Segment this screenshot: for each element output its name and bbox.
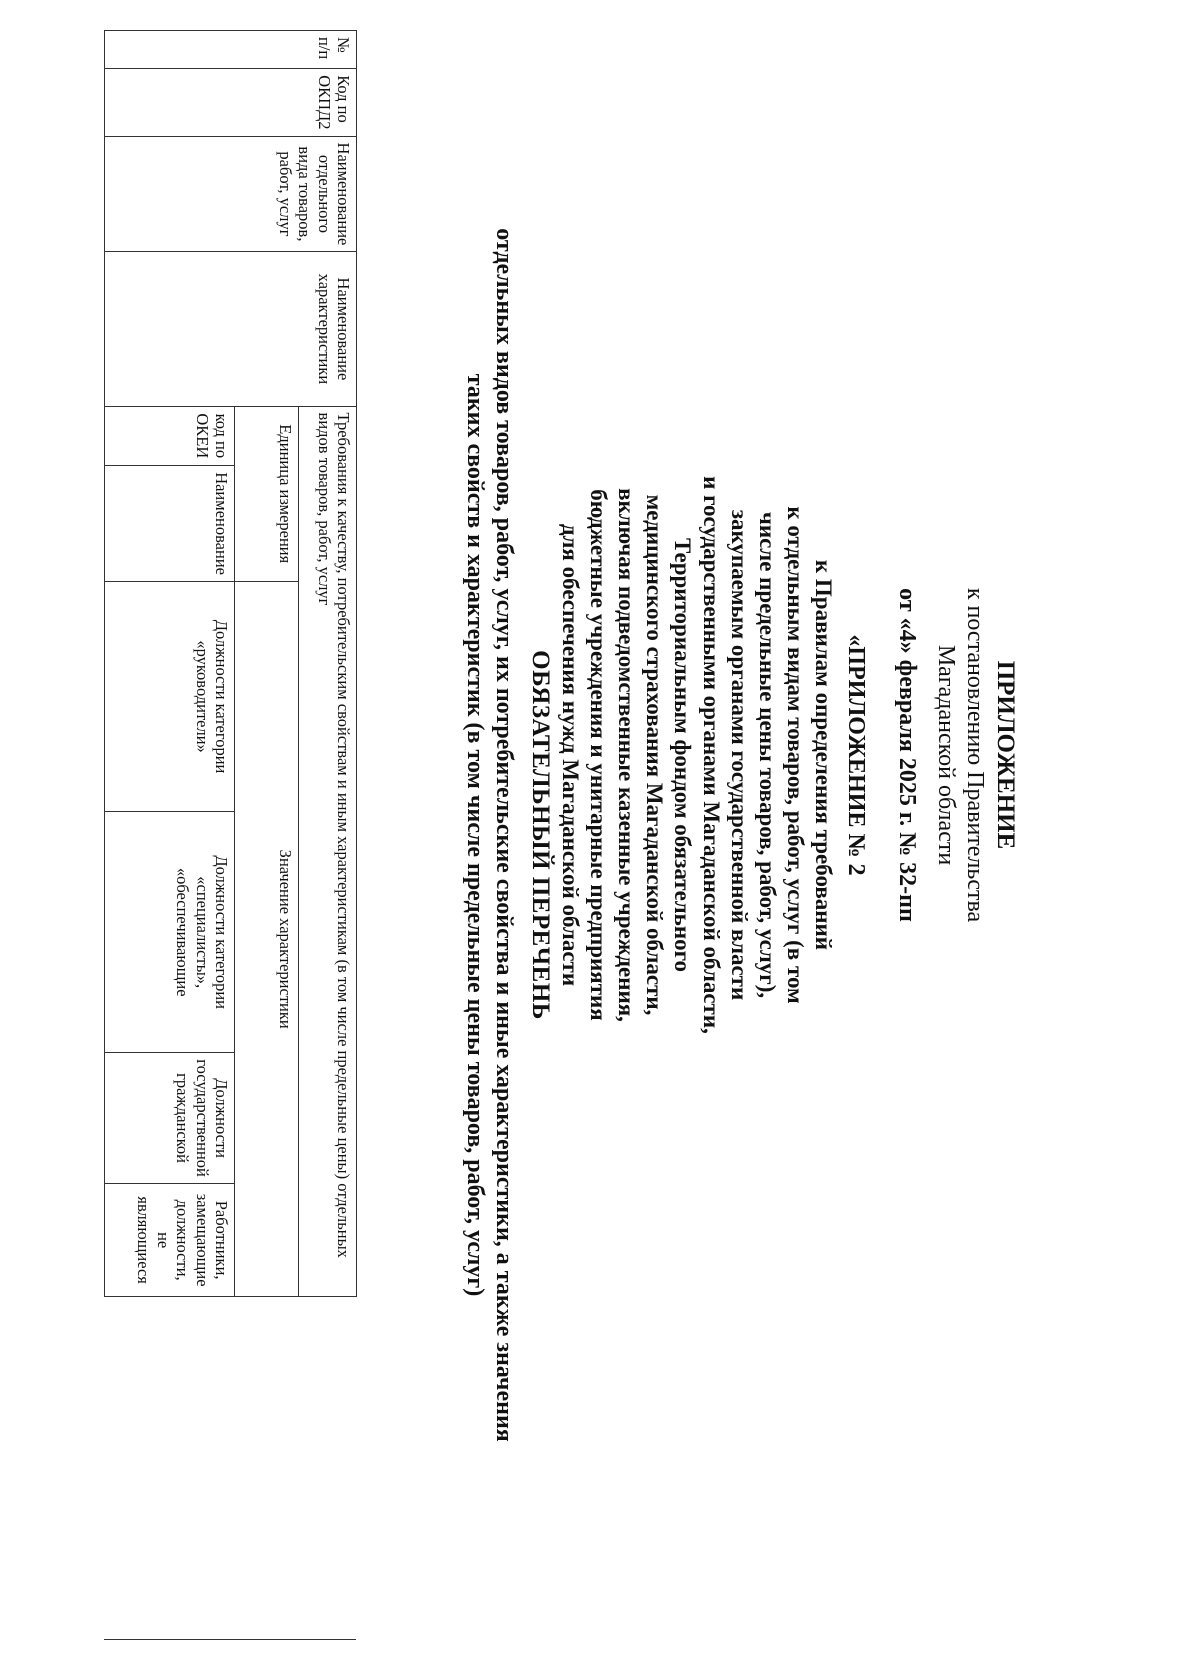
header-okpd: Код по ОКПД2 — [105, 69, 357, 136]
rules-line: медицинского страхования Магаданской области, — [642, 494, 668, 1016]
appendix-line-1: к постановлению Правительства — [962, 587, 989, 923]
list-subtitle-2: таких свойств и характеристик (в том числе предельные цены товаров, работ, услуг) — [462, 373, 489, 1297]
appendix-date-line: от «4» февраля 2025 г. № 32-пп — [893, 588, 920, 922]
appendix-line-2: Магаданской области — [933, 644, 960, 866]
table-gap — [299, 1297, 357, 1640]
rules-line: к отдельным видам товаров, работ, услуг (в том — [782, 506, 808, 1004]
rules-line: числе предельные цены товаров, работ, услуг), — [754, 511, 780, 999]
rules-line: Территориальным фондом обязательного — [670, 538, 696, 972]
rules-line: включая подведомственные казенные учреждения, — [614, 488, 640, 1022]
header-requirements: Требования к качеству, потребительским свойствам и иным характеристикам (в том числе предельные цены) отдельных видов товаров, работ, услуг — [299, 406, 357, 1297]
header-unit: Единица измерения — [235, 406, 299, 581]
rules-appendix-header — [556, 180, 870, 1330]
list-title: ОБЯЗАТЕЛЬНЫЙ ПЕРЕЧЕНЬ — [527, 650, 554, 1020]
header-okei: код по ОКЕИ — [105, 406, 235, 466]
header-char-name: Наименование характеристики — [105, 252, 357, 406]
list-subtitle-1: отдельных видов товаров, работ, услуг, их потребительские свойства и иные характеристики, а также значения — [491, 228, 518, 1442]
header-num: № п/п — [105, 31, 357, 69]
rules-line: к Правилам определения требований — [810, 559, 836, 951]
rules-line: бюджетные учреждения и унитарные предприятия — [586, 489, 612, 1021]
requirements-table — [104, 30, 357, 1640]
rules-appendix-title: «ПРИЛОЖЕНИЕ № 2 — [843, 634, 869, 876]
header-cat-workers: Работники, замещающие должности, не являющиеся — [105, 1183, 235, 1297]
header-unit-name: Наименование — [105, 466, 235, 582]
list-heading — [460, 160, 555, 1510]
header-cat-specialists: Должности категории «специалисты», «обеспечивающие — [105, 812, 235, 1053]
rules-line: и государственными органами Магаданской области, — [698, 476, 724, 1034]
header-cat-civil: Должности государственной гражданской — [105, 1053, 235, 1184]
appendix-title: ПРИЛОЖЕНИЕ — [992, 660, 1019, 850]
table-gap — [235, 1297, 299, 1640]
rules-line: для обеспечения нужд Магаданской области — [558, 523, 584, 987]
header-cat-heads: Должности категории «руководители» — [105, 581, 235, 811]
appendix-header — [892, 180, 1020, 1330]
header-item-name: Наименование отдельного вида товаров, работ, услуг — [105, 136, 357, 252]
header-value: Значение характеристики — [235, 581, 299, 1296]
rules-line: закупаемым органами государственной власти — [726, 509, 752, 1001]
table-gap — [105, 1297, 235, 1640]
